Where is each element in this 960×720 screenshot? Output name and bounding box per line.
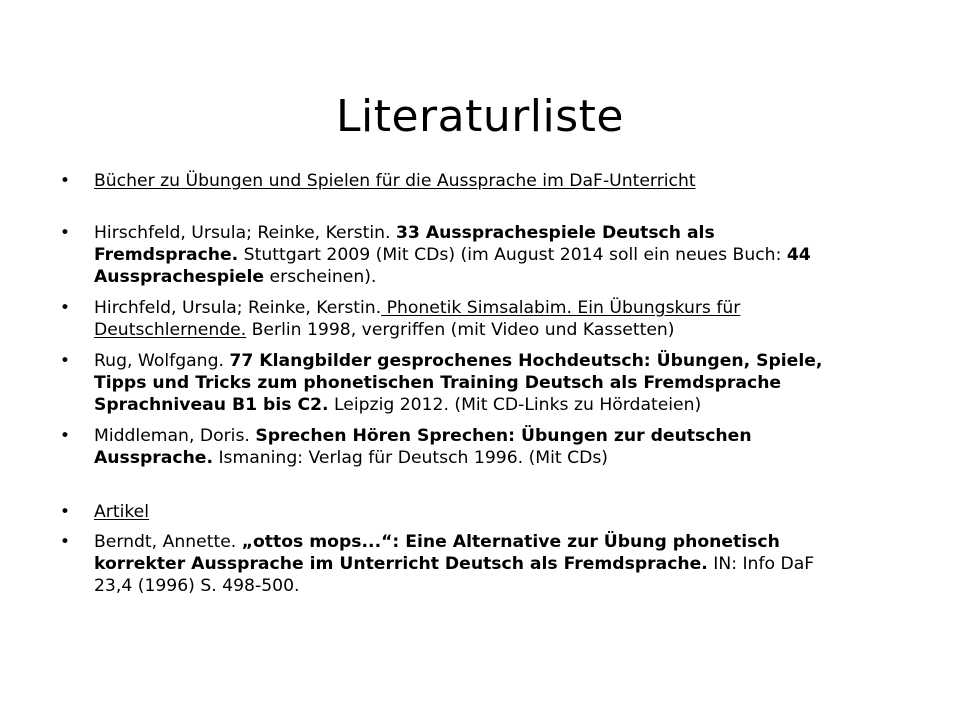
literature-list (58, 170, 848, 597)
list-item (58, 425, 848, 469)
publication-info: Berlin 1998, vergriffen (mit Video und Kassetten) (246, 320, 675, 340)
author: Berndt, Annette. (94, 532, 242, 552)
bullet-icon: • (59, 532, 71, 552)
book-title: 33 Aussprachespiele Deutsch als Fremdsprache. (94, 223, 715, 265)
article-title: „ottos mops...“: Eine Alternative zur Übung phonetisch korrekter Aussprache im Unterricht Deutsch als Fremdsprache. (94, 532, 780, 574)
new-book-title: 44 Aussprachespiele (94, 245, 811, 287)
author: Hirschfeld, Ursula; Reinke, Kerstin. (94, 223, 396, 243)
section-heading-text: Bücher zu Übungen und Spielen für die Aussprache im DaF-Unterricht (94, 171, 696, 191)
list-item (58, 297, 848, 341)
list-item (58, 531, 848, 597)
bullet-icon: • (59, 223, 71, 243)
author: Rug, Wolfgang. (94, 351, 230, 371)
section-heading-articles (58, 501, 848, 523)
publication-info: Ismaning: Verlag für Deutsch 1996. (Mit CDs) (213, 448, 608, 468)
bullet-icon: • (59, 171, 71, 191)
book-title: 77 Klangbilder gesprochenes Hochdeutsch: Übungen, Spiele, Tipps und Tricks zum phonetischen Training Deutsch als Fremdsprache Sprachniveau B1 bis C2. (94, 351, 823, 415)
list-item (58, 222, 848, 288)
author: Hirchfeld, Ursula; Reinke, Kerstin. (94, 298, 382, 318)
publication-info: IN: Info DaF 23,4 (1996) S. 498-500. (94, 554, 815, 596)
book-title: Sprechen Hören Sprechen: Übungen zur deutschen Aussprache. (94, 426, 752, 468)
author: Middleman, Doris. (94, 426, 256, 446)
slide-title: Literaturliste (335, 91, 625, 143)
book-title: Phonetik Simsalabim. Ein Übungskurs für Deutschlernende. (94, 298, 741, 340)
section-heading-text: Artikel (94, 502, 150, 522)
publication-info: Leipzig 2012. (Mit CD-Links zu Hördateien) (328, 395, 702, 415)
section-heading-books (58, 170, 848, 192)
note: erscheinen). (264, 267, 377, 287)
bullet-icon: • (59, 502, 71, 522)
bullet-icon: • (59, 298, 71, 318)
bullet-icon: • (59, 426, 71, 446)
bullet-icon: • (59, 351, 71, 371)
publication-info: Stuttgart 2009 (Mit CDs) (im August 2014 soll ein neues Buch: (238, 245, 787, 265)
list-item (58, 350, 848, 416)
